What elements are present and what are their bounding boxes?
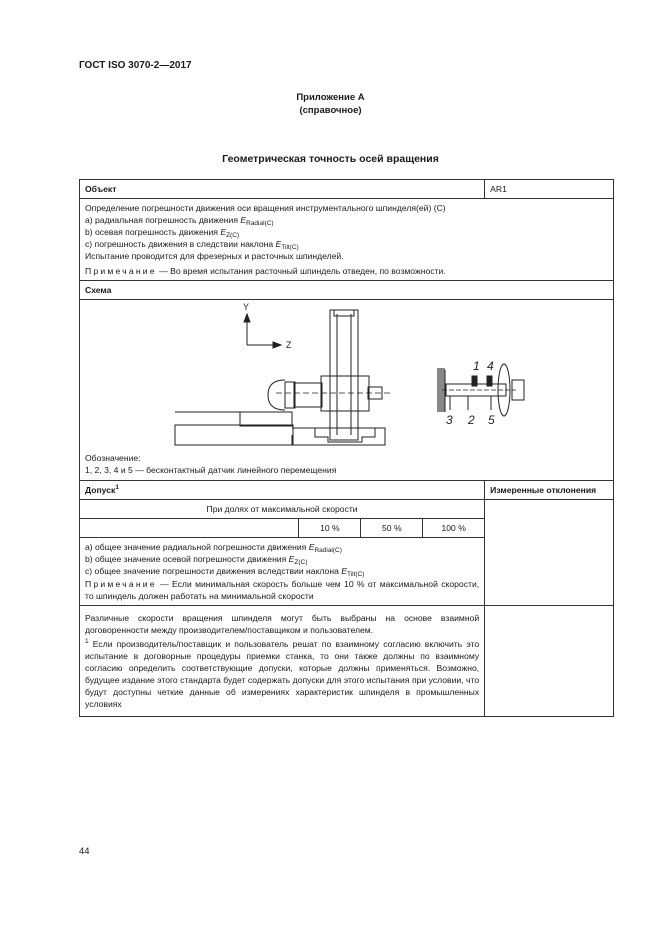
machine-diagram xyxy=(80,300,613,450)
definition-a: а) радиальная погрешность движения $E_{Radial(C)}$ xyxy=(85,215,274,228)
tolerance-c: с) общее значение погрешности движения вследствии наклона $E_{Tilt(C)}$ xyxy=(85,566,365,579)
tolerance-note: Примечание — Если минимальная скорость больше чем 10 % от максимальной скорости, то шпиндель должен работать на минимальной скорости xyxy=(85,578,480,601)
legend-title: Обозначение: xyxy=(85,453,141,464)
tolerance-header-row xyxy=(80,481,614,500)
speed-10: 10 % xyxy=(299,519,361,538)
object-row xyxy=(80,180,614,199)
spindle-head xyxy=(321,376,369,411)
legend-text: 1, 2, 3, 4 и 5 — бесконтактный датчик линейного перемещения xyxy=(85,465,337,476)
annex-title: Приложение А xyxy=(296,92,365,103)
definition-note: Примечание — Во время испытания расточный шпиндель отведен, по возможности. xyxy=(85,266,446,277)
sensor-label-4: 4 xyxy=(487,359,494,374)
tolerance-label: Допуск$^1$ xyxy=(85,484,119,496)
definition-b: b) осевая погрешность движения $E_{Z(C)}$ xyxy=(85,227,240,240)
sensor-label-2: 2 xyxy=(468,413,475,428)
scheme-cell xyxy=(80,300,614,481)
object-label: Объект xyxy=(85,184,117,194)
remarks-empty-cell xyxy=(485,605,614,716)
tolerance-a: а) общее значение радиальной погрешности движения $E_{Radial(C)}$ xyxy=(85,542,342,555)
y-axis-arrow xyxy=(244,314,250,322)
tool-holder xyxy=(268,380,285,410)
scheme-header-row xyxy=(80,281,614,300)
test-scope: Испытание проводится для фрезерных и расточных шпинделей. xyxy=(85,251,344,262)
speed-header-row xyxy=(80,500,614,519)
speed-100: 100 % xyxy=(423,519,485,538)
z-axis-arrow xyxy=(273,342,281,348)
measured-cell xyxy=(485,500,614,605)
definition-row xyxy=(80,199,614,281)
remarks-para2: $^1$ Если производитель/поставщик и пользователь решат по взаимному согласию включить это испытание в договорные процедуры приемки станка, то они также должны по взаимному согласию определить соответствующие допуски, которые должны применяться. Возможно, будущее издание этого стандарта будет содержать допуски для этого испытания при условии, что будут доступны четкие данные об измерениях характеристик шпинделя в промышленных условиях xyxy=(85,637,480,709)
machine-table xyxy=(175,425,293,445)
definition-cell xyxy=(80,199,614,281)
scheme-row xyxy=(80,300,614,481)
object-code: AR1 xyxy=(490,184,507,194)
document-header: ГОСТ ISO 3070-2—2017 xyxy=(79,60,192,71)
annex-subtitle: (справочное) xyxy=(299,105,362,116)
sensor-label-1: 1 xyxy=(473,359,480,374)
definition-line: Определение погрешности движения оси вращения инструментального шпинделя(ей) (С) xyxy=(85,203,446,214)
tolerance-b: b) общее значение осевой погрешности движения $E_{Z(C)}$ xyxy=(85,554,308,567)
definition-c: с) погрешность движения в следствии наклона $E_{Tilt(C)}$ xyxy=(85,239,299,252)
axis-z-label: Z xyxy=(286,340,292,351)
remarks-cell xyxy=(80,605,485,716)
measured-label: Измеренные отклонения xyxy=(490,485,597,496)
scheme-label: Схема xyxy=(85,285,112,296)
axis-y-label: Y xyxy=(243,302,250,313)
speed-50: 50 % xyxy=(361,519,423,538)
sensor-label-5: 5 xyxy=(488,413,495,428)
page-number: 44 xyxy=(79,846,90,857)
remarks-para1: Различные скорости вращения шпинделя могут быть выбраны на основе взаимной договоренности между производителем/поставщиком и пользователем. xyxy=(85,612,480,635)
tolerance-cell xyxy=(80,538,485,605)
section-title: Геометрическая точность осей вращения xyxy=(222,153,439,165)
sensor-label-3: 3 xyxy=(446,413,453,428)
test-table xyxy=(79,179,614,717)
remarks-row xyxy=(80,605,614,716)
machine-column xyxy=(330,310,358,440)
speed-header: При долях от максимальной скорости xyxy=(80,500,485,519)
